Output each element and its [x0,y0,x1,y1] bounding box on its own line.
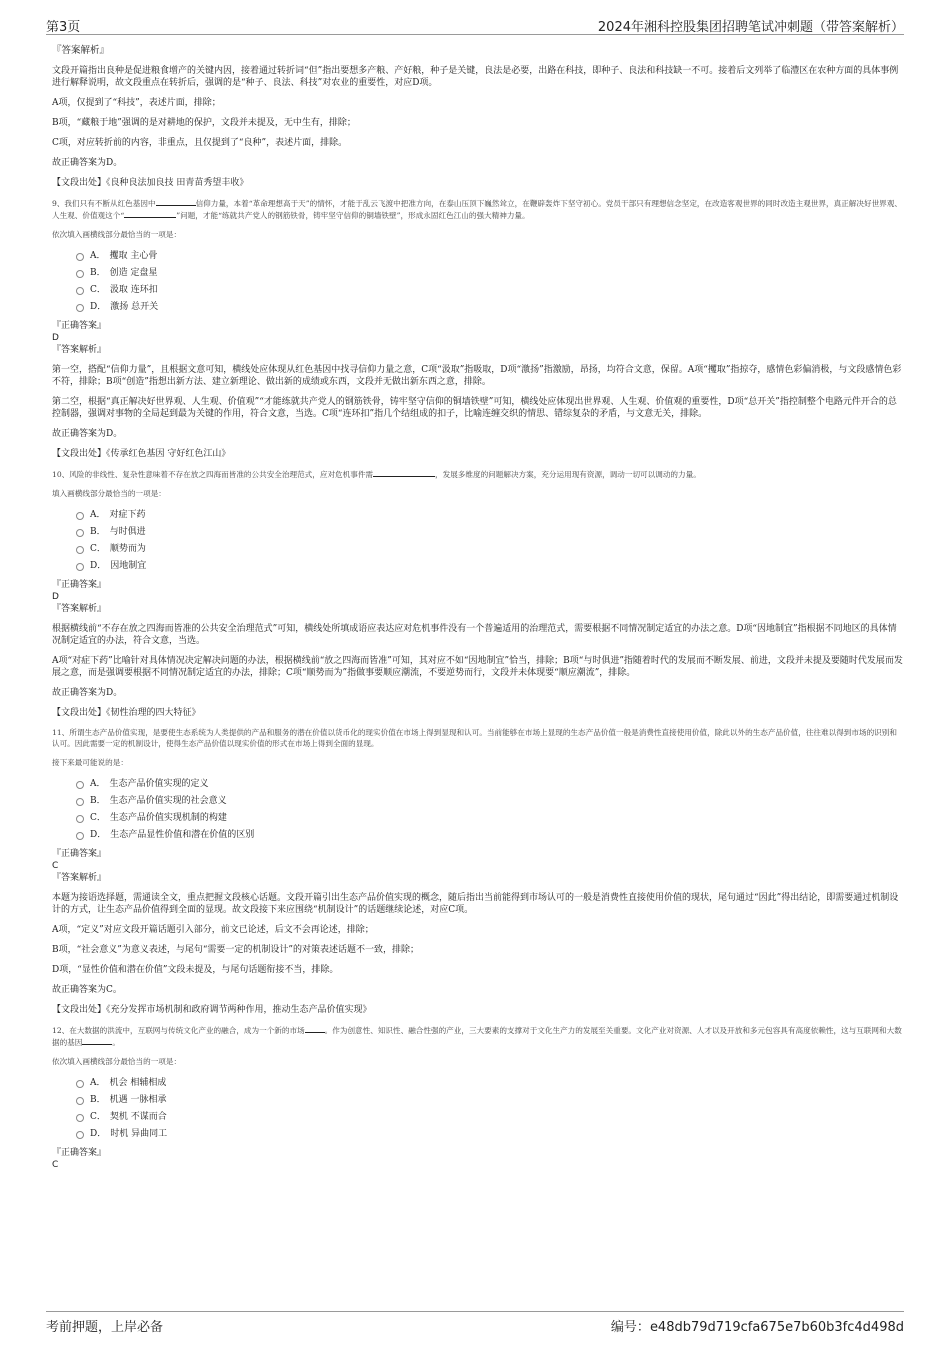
radio-icon[interactable] [76,270,84,278]
answer-tag: 『正确答案』 [52,1148,107,1158]
option-a[interactable]: A． 攫取 主心骨 [76,248,904,265]
footer-slogan: 考前押题，上岸必备 [46,1320,164,1335]
option-a[interactable]: A． 对症下药 [76,507,904,524]
analysis-paragraph: 本题为接语选择题，需通读全文，重点把握文段核心话题。文段开篇引出生态产品价值实现的概念，随后指出当前能得到市场认可的一般是消费性直接使用价值的现状，尾句通过“因此”得出结论，即需要通过机制设计的方式，让生态产品价值得到全面的显现。故文段接下来应围绕“机制设计”的话题继续论述，对应C项。 [52,893,899,915]
question-10-stem: 10、风险的非线性、复杂性意味着不存在放之四海而皆准的公共安全治理范式，应对危机事件需 ，发展多维度的问题解决方案，充分运用现有资源，调动一切可以调动的力量。 [52,470,701,479]
source: 【文段出处】《韧性治理的四大特征》 [52,708,201,718]
radio-icon[interactable] [76,1097,84,1105]
option-a[interactable]: A． 生态产品价值实现的定义 [76,776,904,793]
answer-value: D [52,592,59,602]
radio-icon[interactable] [76,798,84,806]
question-10-options [76,507,904,575]
source: 【文段出处】《良种良法加良技 田青苗秀望丰收》 [52,178,249,188]
analysis-paragraph: 第一空，搭配“信仰力量”，且根据文意可知，横线处应体现从红色基因中找寻信仰力量之意，C项“汲取”指吸取，D项“激扬”指激励，昂扬，均符合文意，保留。A项“攫取”指掠夺，感情色彩偏消极，与文段感情色彩不符，排除；B项“创造”指想出新方法、建立新理论、做出新的成绩或东西，文段并无做出新东西之意，排除。 [52,365,902,387]
conclusion: 故正确答案为D。 [52,688,123,698]
question-9-stem: 9、我们只有不断从红色基因中 信仰力量，本着“革命理想高于天”的情怀，才能于乱云飞渡中把准方向，在泰山压顶下巍然耸立，在鞭辟轰炸下坚守初心。党员干部只有理想信念坚定，在改造客观世界的同时改造主观世界，真正解决好世界观、人生观、价值观这个“ ”问题，才能“练就共产党人的钢筋铁骨，铸牢坚守信仰的铜墙铁壁”，形成永固红色江山的强大精神力量。 [52,199,902,220]
radio-icon[interactable] [76,287,84,295]
page-header [46,14,904,35]
question-11-stem: 11、所谓生态产品价值实现，是要使生态系统为人类提供的产品和服务的潜在价值以货币化的现实价值在市场上得到显现和认可。当前能够在市场上显现的生态产品价值一般是消费性直接使用价值，除此以外的生态产品价值，往往难以得到市场的识别和认可。因此需要一定的机制设计，使得生态产品价值以现实价值的形式在市场上得到全面的显现。 [52,728,897,748]
option-c[interactable]: C． 生态产品价值实现机制的构建 [76,810,904,827]
radio-icon[interactable] [76,304,84,312]
radio-icon[interactable] [76,563,84,571]
answer-value: C [52,861,59,871]
radio-icon[interactable] [76,1080,84,1088]
radio-icon[interactable] [76,815,84,823]
radio-icon[interactable] [76,1131,84,1139]
option-b[interactable]: B． 创造 定盘星 [76,265,904,282]
analysis-tag: 『答案解析』 [52,45,110,56]
answer-tag: 『正确答案』 [52,580,107,590]
source: 【文段出处】《传承红色基因 守好红色江山》 [52,449,231,459]
option-a[interactable]: A． 机会 相辅相成 [76,1075,904,1092]
option-d[interactable]: D． 激扬 总开关 [76,299,904,316]
radio-icon[interactable] [76,781,84,789]
analysis-paragraph: B项，“社会意义”为意义表述，与尾句“需要一定的机制设计”的对策表述话题不一致，排除； [52,945,420,955]
answer-tag: 『正确答案』 [52,321,107,331]
question-9-options [76,248,904,316]
answer-value: D [52,333,59,343]
analysis-paragraph: B项，“藏粮于地”强调的是对耕地的保护，文段并未提及，无中生有，排除； [52,118,356,128]
option-c[interactable]: C． 契机 不谋而合 [76,1109,904,1126]
document-title: 2024年湘科控股集团招聘笔试冲刺题（带答案解析） [597,20,904,35]
radio-icon[interactable] [76,512,84,520]
option-c[interactable]: C． 顺势而为 [76,541,904,558]
answer-tag: 『正确答案』 [52,849,107,859]
radio-icon[interactable] [76,832,84,840]
option-c[interactable]: C． 汲取 连环扣 [76,282,904,299]
analysis-tag: 『答案解析』 [52,604,107,614]
option-d[interactable]: D． 时机 异曲同工 [76,1126,904,1143]
option-d[interactable]: D． 因地制宜 [76,558,904,575]
radio-icon[interactable] [76,529,84,537]
document-code: 编号：e48db79d719cfa675e7b60b3fc4d498d [610,1320,904,1335]
question-9-instruction: 依次填入画横线部分最恰当的一项是： [52,230,182,239]
question-12-options [76,1075,904,1143]
analysis-tag: 『答案解析』 [52,345,107,355]
analysis-paragraph: C项，对应转折前的内容，非重点，且仅提到了“良种”，表述片面，排除。 [52,138,348,148]
conclusion: 故正确答案为D。 [52,429,123,439]
analysis-paragraph: A项，“定义”对应文段开篇话题引入部分，前文已论述，后文不会再论述，排除； [52,925,374,935]
analysis-paragraph: D项，“显性价值和潜在价值”文段未提及，与尾句话题衔接不当，排除。 [52,965,339,975]
answer-value: C [52,1160,59,1170]
conclusion: 故正确答案为C。 [52,985,122,995]
document-body [52,44,904,1171]
question-11-instruction: 接下来最可能说的是： [52,758,128,767]
question-10-instruction: 填入画横线部分最恰当的一项是： [52,489,166,498]
analysis-paragraph: 第二空，根据“真正解决好世界观、人生观、价值观”“才能练就共产党人的钢筋铁骨，铸牢坚守信仰的铜墙铁壁”可知，横线处应体现出世界观、人生观、价值观的重要性，D项“总开关”指控制整个电路元件开合的总控制器，强调对事物的全局起到最为关键的作用，符合文意，当选。C项“连环扣”指几个结组成的扣子，比喻连缠交织的情思、错综复杂的矛盾，与文意无关，排除。 [52,397,897,419]
radio-icon[interactable] [76,546,84,554]
analysis-paragraph: 根据横线前“不存在放之四海而皆准的公共安全治理范式”可知，横线处所填成语应表达应对危机事件没有一个普遍适用的治理范式，需要根据不同情况制定适宜的办法之意。D项“因地制宜”指根据不同地区的具体情况制定适宜的办法，符合文意，当选。 [52,624,897,646]
option-d[interactable]: D． 生态产品显性价值和潜在价值的区别 [76,827,904,844]
source: 【文段出处】《充分发挥市场机制和政府调节两种作用，推动生态产品价值实现》 [52,1005,372,1015]
question-12-stem: 12、在大数据的洪流中，互联网与传统文化产业的融合，成为一个新的市场 。作为创意性、知识性、融合性强的产业，三大要素的支撑对于文化生产力的发展至关重要。文化产业对资源、人才以及开放和多元包容具有高度依赖性，这与互联网和大数据的基因 。 [52,1026,902,1047]
radio-icon[interactable] [76,1114,84,1122]
analysis-paragraph: A项“对症下药”比喻针对具体情况决定解决问题的办法，根据横线前“放之四海而皆准”可知，其对应不如“因地制宜”恰当，排除；B项“与时俱进”指随着时代的发展而不断发展、前进，文段并未提及要随时代发展而发展之意，而是强调要根据不同情况制定适宜的办法，排除；C项“顺势而为”指做事要顺应潮流，不要逆势而行，文段并未体现要“顺应潮流”，排除。 [52,656,903,678]
option-b[interactable]: B． 生态产品价值实现的社会意义 [76,793,904,810]
analysis-paragraph: 文段开篇指出良种是促进粮食增产的关键内因，接着通过转折词“但”指出要想多产粮、产好粮，种子是关键，良法是必要，出路在科技，即种子、良法和科技缺一不可。接着后文列举了临澧区在农种方面的具体事例进行解释说明，故文段重点在转折后，强调的是“种子、良法、科技”对农业的重要性，对应D项。 [52,66,899,88]
page-number: 第3页 [46,20,81,35]
analysis-paragraph: A项，仅提到了“科技”，表述片面，排除； [52,98,221,108]
radio-icon[interactable] [76,253,84,261]
question-11-options [76,776,904,844]
option-b[interactable]: B． 机遇 一脉相承 [76,1092,904,1109]
question-12-instruction: 依次填入画横线部分最恰当的一项是： [52,1057,182,1066]
page-footer [46,1311,904,1338]
option-b[interactable]: B． 与时俱进 [76,524,904,541]
analysis-tag: 『答案解析』 [52,873,107,883]
conclusion: 故正确答案为D。 [52,158,123,168]
